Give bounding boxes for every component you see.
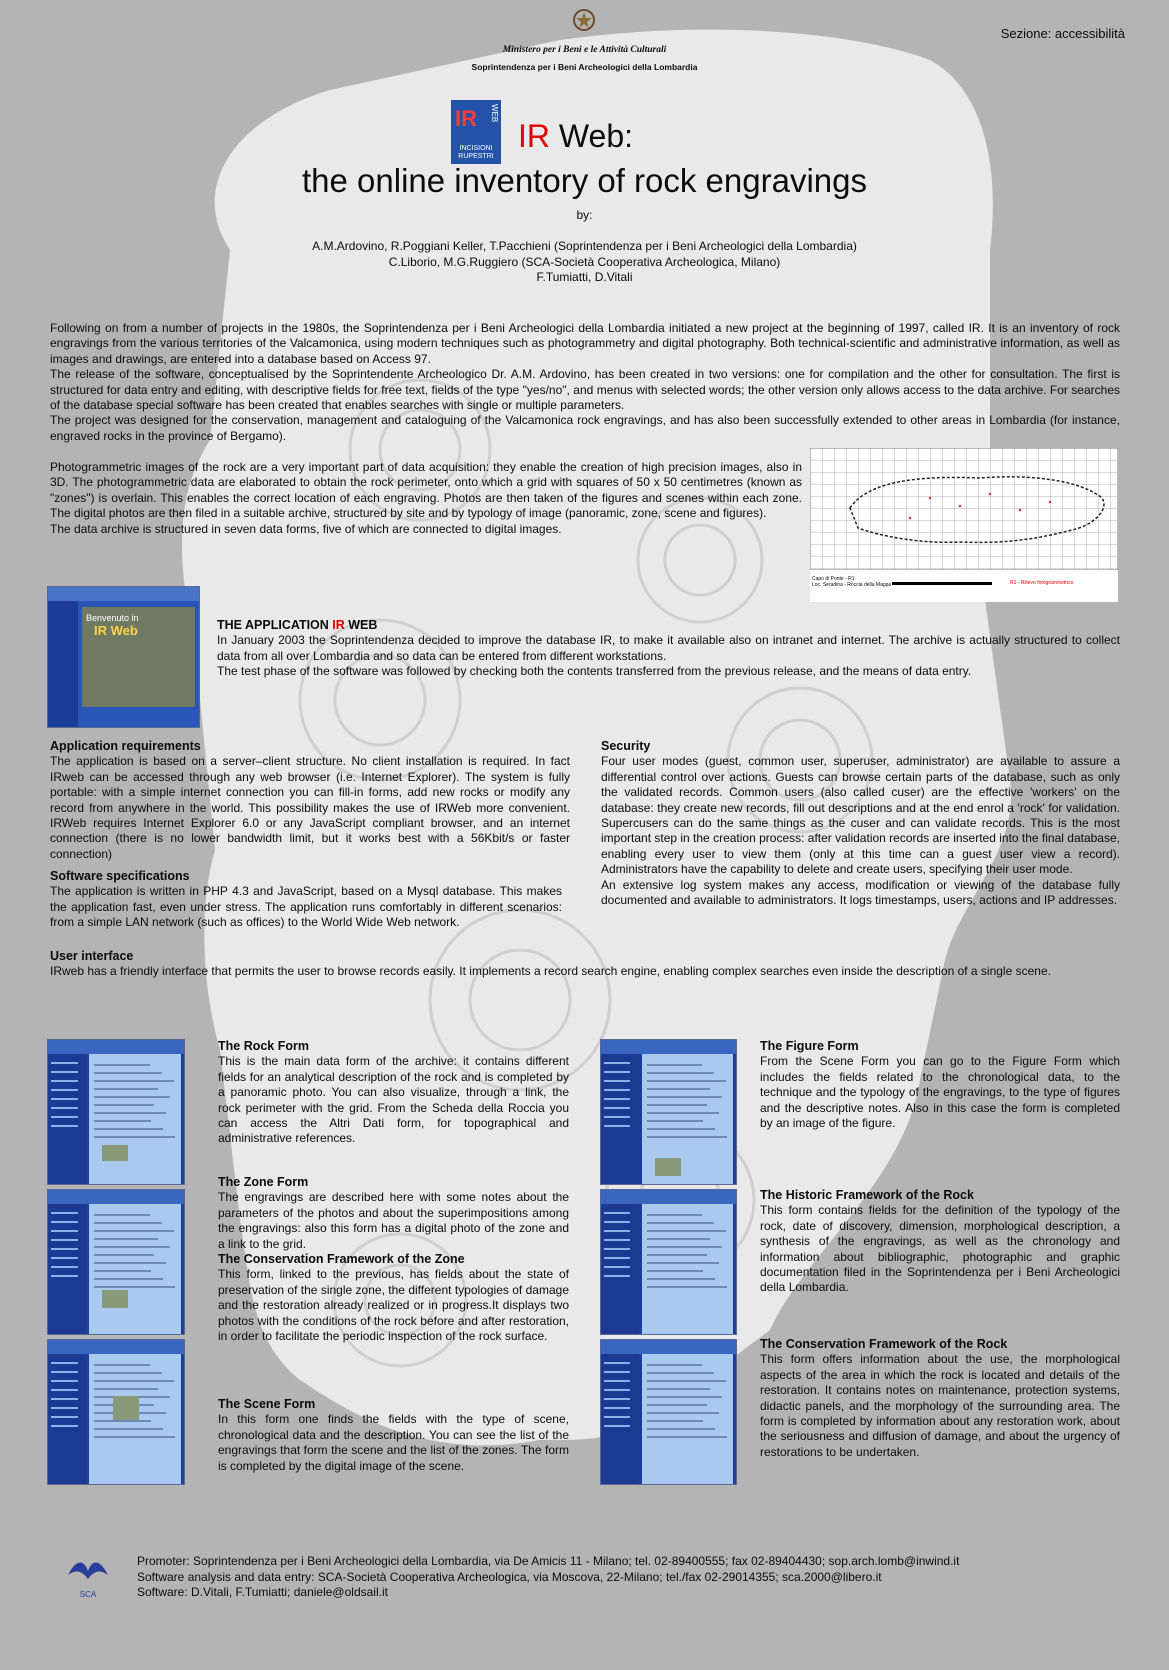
screenshot-header: [48, 587, 199, 601]
sca-logo: [58, 1555, 118, 1601]
screenshot-app-name: IR Web: [94, 623, 138, 638]
ir-web-logo: [451, 100, 501, 164]
rock-form-heading: The Rock Form: [218, 1039, 309, 1053]
screenshot-text-line: [94, 1088, 158, 1090]
screenshot-text-line: [647, 1064, 702, 1066]
screenshot-text-line: [647, 1080, 726, 1082]
screenshot-text-line: [647, 1120, 703, 1122]
zone-form-text: The engravings are described here with some notes about the parameters of the photos and about the superimpositions among the engravings: also this form has a digital photo of the zone and a link to the grid.: [218, 1190, 569, 1251]
grid-caption-left: Capo di Ponte - R1 Loc. Seradina - Roccia della Mappa: [812, 576, 892, 588]
intro-paragraph: The project was designed for the conservation, management and cataloguing of the Valcamonica rock engravings, and has also been successfully extended to other areas in Lombardia (for instance, engraved rocks in the province of Bergamo).: [50, 413, 1120, 443]
screenshot-text-line: [94, 1254, 154, 1256]
by-label: by:: [576, 208, 593, 222]
historic-form-text: This form contains fields for the definition of the typology of the rock, date of discovery, dimension, morphological description, a synthesis of the engravings, as well as the chronology and information about bibliographic, photographic and graphic documentation filed in the Soprintendenza per i Beni Archeologici della Lombardia.: [760, 1203, 1120, 1295]
security-paragraph: An extensive log system makes any access, modification or viewing of the database fully documented and available to administrators. It logs timestamps, users, actions and IP addresses.: [601, 877, 1120, 908]
screenshot-text-line: [647, 1238, 710, 1240]
screenshot-menu-line: [51, 1380, 78, 1382]
figure-form-section: [760, 1039, 1120, 1131]
screenshot-text-line: [94, 1262, 166, 1264]
screenshot-menu-line: [51, 1230, 78, 1232]
screenshot-text-line: [647, 1420, 703, 1422]
zone-form-screenshot: [48, 1190, 184, 1334]
footer-line: Software: D.Vitali, F.Tumiatti; daniele@oldsail.it: [137, 1585, 388, 1600]
screenshot-text-line: [647, 1388, 710, 1390]
screenshot-menu-line: [604, 1416, 630, 1418]
requirements-text: The application is based on a server–client structure. No client installation is required. In fact IRweb can be accessed through any web browser (i.e. Internet Explorer). The system is fully portable: with a simple internet connection you can fill-in forms, add new rocks or modify any record from anywhere in the world. This possibility makes the use of IRWeb more convenient. IRWeb requires Internet Explorer 6.0 or any JavaScript compliant browser, and an internet connection (there is no lower bandwidth limit, but it works best with a 56Kbit/s or faster connection): [50, 754, 570, 861]
screenshot-text-line: [647, 1230, 726, 1232]
app-heading-ir: IR: [332, 618, 345, 632]
screenshot-text-line: [94, 1222, 162, 1224]
rock-form-section: [218, 1039, 569, 1147]
screenshot-menu-line: [604, 1212, 630, 1214]
screenshot-menu-line: [51, 1125, 78, 1127]
screenshot-menu-line: [604, 1248, 630, 1250]
screenshot-text-line: [647, 1222, 714, 1224]
screenshot-text-line: [647, 1372, 714, 1374]
software-section: [50, 869, 562, 931]
security-section: [601, 739, 1120, 908]
zone-form-heading: The Zone Form: [218, 1175, 309, 1189]
screenshot-menu-line: [51, 1266, 78, 1268]
logo-ir-text: IR: [455, 106, 477, 131]
screenshot-text-line: [647, 1286, 727, 1288]
screenshot-menu-line: [51, 1080, 78, 1082]
screenshot-text-line: [94, 1436, 174, 1438]
rock-form-screenshot: [48, 1040, 184, 1184]
application-paragraph: In January 2003 the Soprintendenza decided to improve the database IR, to make it available also on intranet and internet. The archive is actually structured to collect data from all over Lombardia and so data can be entered from different workstations.: [217, 633, 1120, 663]
screenshot-text-line: [94, 1364, 149, 1366]
screenshot-text-line: [647, 1254, 707, 1256]
screenshot-title: Benvenuto in: [86, 613, 139, 623]
authors: [0, 239, 1169, 286]
screenshot-text-line: [94, 1230, 174, 1232]
screenshot-menu-line: [51, 1407, 78, 1409]
zone-conservation-text: This form, linked to the previous, has fields about the state of preservation of the single zone, the different typologies of damage and the restoration already realized or in progress.It displays two photos with the conditions of the rock before and after restoration, in order to facilitate the periodic inspection of the rock surface.: [218, 1267, 569, 1344]
screenshot-text-line: [94, 1080, 174, 1082]
grid-caption-right: R1 - Rilievo fotogrammetrico: [1010, 580, 1074, 586]
screenshot-menu-line: [51, 1221, 78, 1223]
screenshot-menu-line: [604, 1398, 630, 1400]
screenshot-menu-line: [604, 1257, 630, 1259]
screenshot-menu-line: [604, 1080, 630, 1082]
poster-title-line1: [518, 118, 633, 154]
screenshot-menu-line: [604, 1371, 630, 1373]
screenshot-text-line: [94, 1064, 149, 1066]
rock-grid-figure: [810, 448, 1118, 602]
historic-form-section: [760, 1188, 1120, 1296]
intro-text: [50, 321, 1120, 444]
user-interface-heading: User interface: [50, 949, 134, 963]
photogrammetry-paragraph: Photogrammetric images of the rock are a very important part of data acquisition: they enable the creation of high precision images, also in 3D. The photogrammetric data are elaborated to obtain the rock perimeter, onto which a grid with squares of 50 x 50 centimetres (known as "zones") is overlain. This enables the correct location of each engraving. Photos are then taken of the figures and scenes within each zone. The digital photos are then filed in a suitable archive, structured by site and by typology of image (panoramic, zone, scene and figures).: [50, 460, 802, 521]
screenshot-menu-line: [51, 1425, 78, 1427]
screenshot-sidebar: [48, 601, 78, 727]
screenshot-text-line: [94, 1128, 162, 1130]
screenshot-text-line: [647, 1412, 719, 1414]
author-line-2: C.Liborio, M.G.Ruggiero (SCA-Società Cooperativa Archeologica, Milano): [388, 254, 781, 269]
screenshot-text-line: [94, 1136, 174, 1138]
screenshot-menu-line: [604, 1275, 630, 1277]
grid-scale-bar: [892, 582, 992, 585]
figure-form-screenshot: [601, 1040, 736, 1184]
user-interface-section: [50, 949, 1120, 980]
screenshot-menu-line: [604, 1125, 630, 1127]
intro-paragraph: Following on from a number of projects in the 1980s, the Soprintendenza per i Beni Archeologici della Lombardia initiated a new project at the beginning of 1997, called IR. It is an inventory of rock engravings from the various territories of the Valcamonica, using modern techniques such as photogrammetry and digital photography. Both technical-scientific and administrative information, as well as images and drawings, are entered into a database based on Access 97.: [50, 321, 1120, 366]
screenshot-text-line: [647, 1128, 715, 1130]
rock-form-text: This is the main data form of the archive: it contains different fields for an analytical description of the rock and is completed by a panoramic photo. You can also visualize, through a link, the rock perimeter with the grid. From the Scheda della Roccia you can access the Altri Dati form, for topographical and administrative references.: [218, 1054, 569, 1146]
rock-conservation-heading: The Conservation Framework of the Rock: [760, 1337, 1008, 1351]
scene-form-heading: The Scene Form: [218, 1397, 316, 1411]
screenshot-text-line: [647, 1104, 707, 1106]
screenshot-text-line: [647, 1112, 719, 1114]
screenshot-text-line: [647, 1214, 702, 1216]
app-heading-pre: THE APPLICATION: [217, 618, 333, 632]
ministry-name: Ministero per i Beni e le Attività Culturali: [502, 45, 667, 55]
screenshot-text-line: [94, 1238, 158, 1240]
screenshot-text-line: [94, 1428, 162, 1430]
software-text: The application is written in PHP 4.3 and JavaScript, based on a Mysql database. This makes the application fast, even under stress. The application runs comfortably in different scenarios: from a simple LAN network (such as offices) to the World Wide Web network.: [50, 884, 562, 930]
logo-web-text: WEB: [490, 104, 499, 123]
screenshot-menu-line: [51, 1098, 78, 1100]
screenshot-text-line: [94, 1420, 150, 1422]
screenshot-text-line: [647, 1262, 719, 1264]
screenshot-menu-line: [51, 1107, 78, 1109]
intro-paragraph: The release of the software, conceptualised by the Soprintendente Archeologico Dr. A.M. Ardovino, has been created in two versions: one for compilation and the other for consultation. The first is structured for data entry and editing, with descriptive fields for free text, fields of the type "yes/no", and menus with selected words; the other version only allows access to the data archive. For searches of the database special software has been created that enables searches with single or multiple parameters.: [50, 367, 1120, 413]
screenshot-text-line: [94, 1104, 154, 1106]
screenshot-menu-line: [604, 1389, 630, 1391]
user-interface-text: IRweb has a friendly interface that permits the user to browse records easily. It implements a record search engine, enabling complex searches even inside the description of a single scene.: [50, 964, 1051, 979]
screenshot-menu-line: [604, 1089, 630, 1091]
sca-bird-icon: [58, 1555, 118, 1587]
screenshot-menu-line: [604, 1062, 630, 1064]
screenshot-text-line: [94, 1214, 149, 1216]
screenshot-menu-line: [51, 1116, 78, 1118]
screenshot-menu-line: [604, 1362, 630, 1364]
rock-conservation-section: [760, 1337, 1120, 1460]
screenshot-text-line: [94, 1112, 166, 1114]
screenshot-text-line: [647, 1278, 715, 1280]
screenshot-menu-line: [51, 1071, 78, 1073]
screenshot-menu-line: [51, 1389, 78, 1391]
screenshot-menu-line: [51, 1398, 78, 1400]
figure-form-heading: The Figure Form: [760, 1039, 859, 1053]
screenshot-text-line: [647, 1380, 726, 1382]
screenshot-menu-line: [51, 1371, 78, 1373]
screenshot-menu-line: [51, 1275, 78, 1277]
footer-credits: [137, 1554, 1127, 1601]
photogrammetry-paragraph: The data archive is structured in seven data forms, five of which are connected to digital images.: [50, 521, 562, 536]
screenshot-text-line: [94, 1270, 150, 1272]
screenshot-menu-line: [604, 1098, 630, 1100]
requirements-heading: Application requirements: [50, 739, 201, 753]
screenshot-text-line: [94, 1388, 158, 1390]
screenshot-text-line: [94, 1096, 170, 1098]
footer-line: Software analysis and data entry: SCA-Società Cooperativa Archeologica, via Moscova, 22-Milano; tel./fax 02-29014355; sca.2000@libero.it: [137, 1569, 882, 1584]
figure-form-text: From the Scene Form you can go to the Figure Form which includes the fields related to the chronological data, to the technique and the typology of the engravings, to the type of figures and the descriptive notes. Also in this case the form is completed by an image of the figure.: [760, 1054, 1120, 1131]
screenshot-menu-line: [51, 1248, 78, 1250]
rock-conservation-form-screenshot: [601, 1340, 736, 1484]
footer-line: Promoter: Soprintendenza per i Beni Archeologici della Lombardia, via De Amicis 11 - Milano; tel. 02-89400555; fax 02-89404430; sop.arch.lomb@inwind.it: [137, 1554, 960, 1568]
screenshot-menu-line: [51, 1062, 78, 1064]
screenshot-menu-line: [51, 1257, 78, 1259]
screenshot-menu-line: [51, 1089, 78, 1091]
application-paragraph: The test phase of the software was followed by checking both the contents transferred from the previous release, and the means of data entry.: [217, 664, 972, 679]
screenshot-text-line: [647, 1136, 727, 1138]
software-heading: Software specifications: [50, 869, 190, 883]
screenshot-menu-line: [604, 1380, 630, 1382]
screenshot-menu-line: [604, 1071, 630, 1073]
screenshot-text-line: [94, 1072, 162, 1074]
rock-conservation-text: This form offers information about the use, the morphological aspects of the area in which the rock is located and details of the restoration. It contains notes on maintenance, protection systems, didactic panels, and the morphology of the surrounding area. The form is completed by information about any restoration work, about the seriousness and diffusion of damage, and about the urgency of restorations to be undertaken.: [760, 1352, 1120, 1459]
screenshot-text-line: [647, 1364, 702, 1366]
screenshot-text-line: [94, 1372, 162, 1374]
requirements-section: [50, 739, 570, 862]
historic-form-heading: The Historic Framework of the Rock: [760, 1188, 974, 1202]
screenshot-menu-line: [604, 1116, 630, 1118]
screenshot-menu-line: [51, 1239, 78, 1241]
scene-form-screenshot: [48, 1340, 184, 1484]
application-heading: [217, 618, 1120, 633]
app-heading-post: WEB: [344, 618, 378, 632]
screenshot-text-line: [647, 1088, 710, 1090]
screenshot-text-line: [647, 1404, 707, 1406]
app-welcome-screenshot: [48, 587, 199, 727]
sca-label: SCA: [79, 1590, 97, 1599]
poster-subtitle: the online inventory of rock engravings: [302, 162, 867, 199]
screenshot-text-line: [94, 1246, 170, 1248]
screenshot-menu-line: [604, 1407, 630, 1409]
screenshot-text-line: [94, 1380, 174, 1382]
security-paragraph: Four user modes (guest, common user, superuser, administrator) are available to assure a differential control over actions. Guests can browse certain parts of the database, such as only the validated records. Common users (also called cuser) are the effective 'workers' on the database: they create new records, fill out descriptions and at the end enrol a 'rock' for validation. Supercusers can do the same things as the cuser and can validate records. This is the most important step in the creation process: after validation records are inserted into the final database, enabling every user to view them (only at this time can a guest user view a record). Administrators have the capability to delete and create users, specifying their user mode.: [601, 754, 1120, 877]
screenshot-text-line: [647, 1270, 703, 1272]
author-line-3: F.Tumiatti, D.Vitali: [536, 270, 633, 284]
security-heading: Security: [601, 739, 651, 753]
screenshot-text-line: [647, 1096, 722, 1098]
screenshot-menu-line: [51, 1362, 78, 1364]
screenshot-text-line: [647, 1072, 714, 1074]
republic-emblem-icon: [572, 8, 596, 34]
scene-form-text: In this form one finds the fields with the type of scene, chronological data and the description. You can see the list of the engravings that form the scene and the list of the zones. The form is completed by the digital image of the scene.: [218, 1412, 569, 1473]
zone-form-section: [218, 1175, 569, 1344]
screenshot-menu-line: [604, 1221, 630, 1223]
screenshot-text-line: [647, 1246, 722, 1248]
section-link[interactable]: Sezione: accessibilità: [1000, 26, 1125, 41]
screenshot-text-line: [647, 1396, 722, 1398]
application-section: [217, 618, 1120, 680]
logo-incisioni-text: INCISIONI RUPESTRI: [458, 145, 494, 160]
screenshot-menu-line: [604, 1425, 630, 1427]
screenshot-menu-line: [51, 1416, 78, 1418]
screenshot-menu-line: [604, 1107, 630, 1109]
screenshot-text-line: [94, 1120, 150, 1122]
screenshot-menu-line: [51, 1212, 78, 1214]
screenshot-text-line: [647, 1428, 715, 1430]
screenshot-menu-line: [604, 1266, 630, 1268]
historic-form-screenshot: [601, 1190, 736, 1334]
title-web: Web:: [550, 118, 633, 154]
zone-conservation-heading: The Conservation Framework of the Zone: [218, 1252, 465, 1267]
photogrammetry-text: [50, 460, 802, 537]
screenshot-menu-line: [604, 1230, 630, 1232]
screenshot-menu-line: [604, 1239, 630, 1241]
soprintendenza-name: Soprintendenza per i Beni Archeologici della Lombardia: [471, 62, 698, 72]
rock-perimeter-grid: [810, 448, 1118, 570]
screenshot-text-line: [647, 1436, 727, 1438]
title-ir: IR: [518, 118, 550, 154]
screenshot-text-line: [94, 1278, 162, 1280]
author-line-1: A.M.Ardovino, R.Poggiani Keller, T.Pacchieni (Soprintendenza per i Beni Archeologici della Lombardia): [312, 239, 857, 253]
screenshot-text-line: [94, 1286, 174, 1288]
scene-form-section: [218, 1397, 569, 1474]
